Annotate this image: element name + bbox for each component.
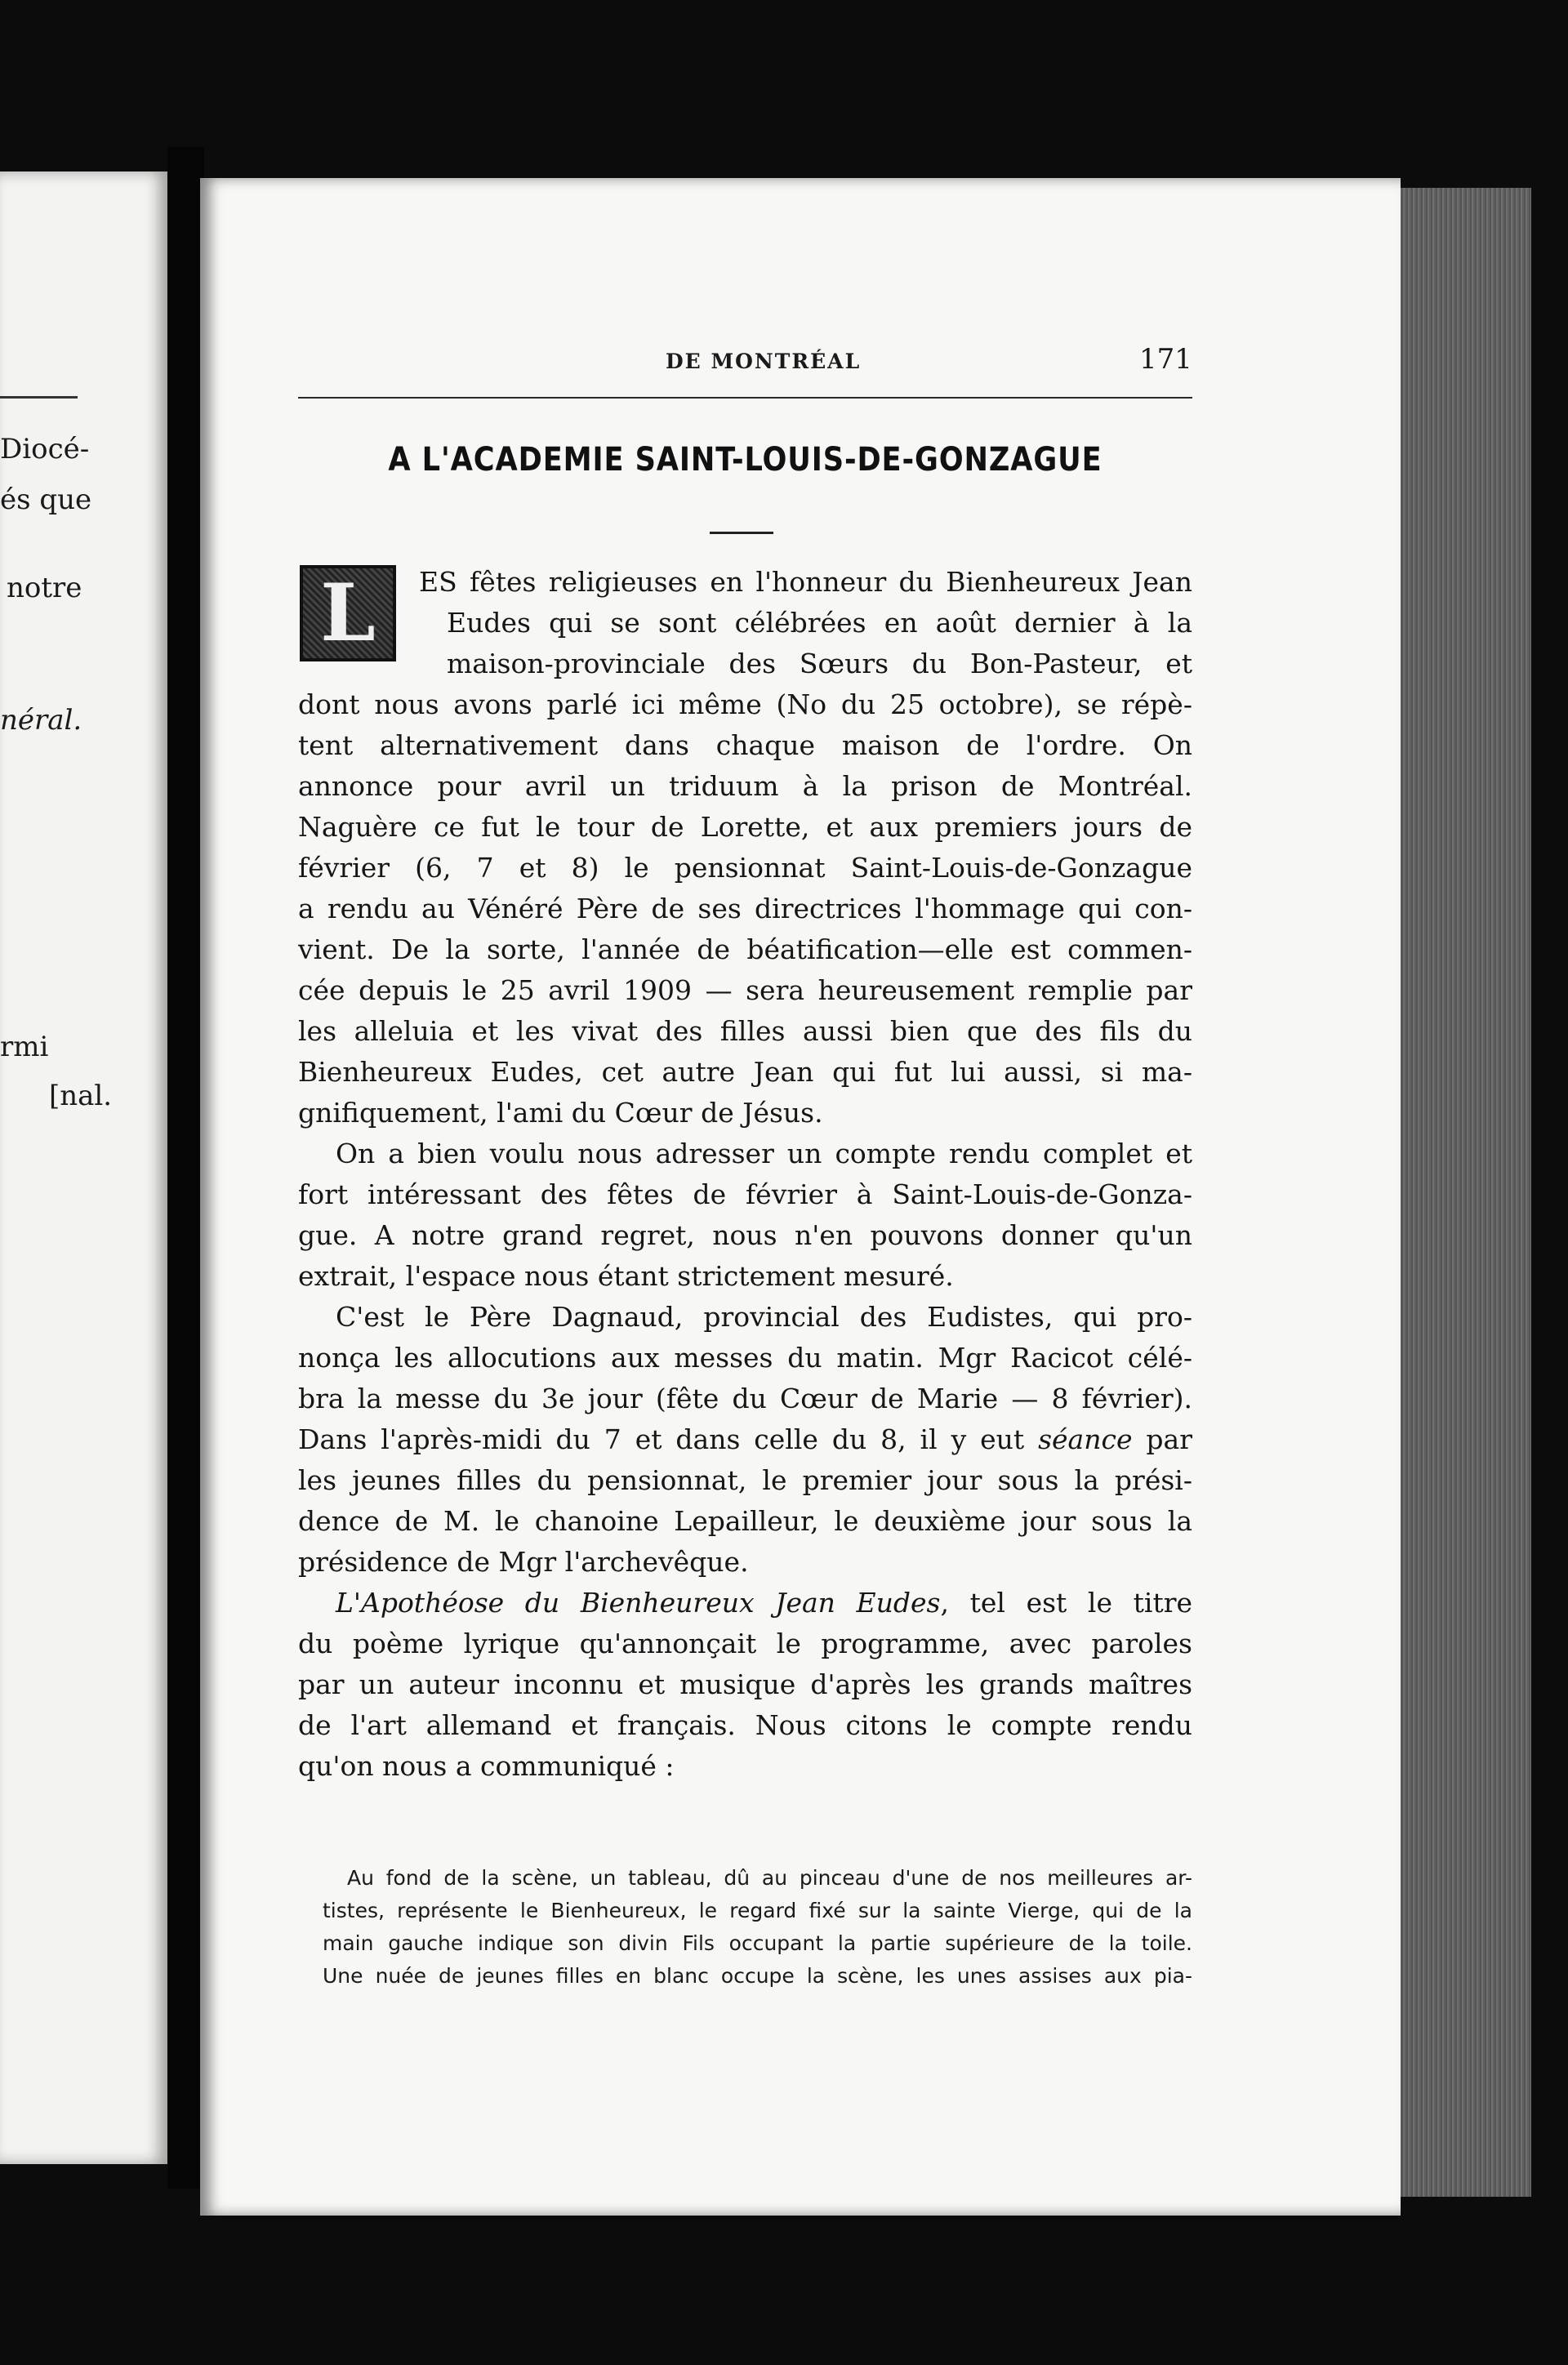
book-gutter bbox=[167, 147, 204, 2189]
text-line: C'est le Père Dagnaud, provincial des Eudistes, qui pro- bbox=[336, 1301, 1192, 1333]
text-line: bra la messe du 3e jour (fête du Cœur de Marie — 8 février). bbox=[298, 1383, 1192, 1414]
text-span: , tel est le titre bbox=[940, 1587, 1192, 1619]
text-line: cée depuis le 25 avril 1909 — sera heureusement remplie par bbox=[298, 974, 1192, 1006]
running-title: DE MONTRÉAL bbox=[666, 350, 862, 373]
text-line: de l'art allemand et français. Nous citons le compte rendu bbox=[298, 1709, 1192, 1741]
text-line: les jeunes filles du pensionnat, le premier jour sous la prési- bbox=[298, 1464, 1192, 1496]
text-line: qu'on nous a communiqué : bbox=[298, 1750, 675, 1782]
text-line bbox=[298, 1419, 1192, 1460]
paragraph-1-indented bbox=[419, 562, 1192, 684]
text-line: a rendu au Vénéré Père de ses directrices l'hommage qui con- bbox=[298, 893, 1192, 924]
text-line: maison-provinciale des Sœurs du Bon-Pasteur, et bbox=[447, 648, 1192, 679]
text-line: Une nuée de jeunes filles en blanc occupe la scène, les unes assises aux pia- bbox=[323, 1964, 1192, 1988]
text-line: du poème lyrique qu'annonçait le programme, avec paroles bbox=[298, 1628, 1192, 1659]
previous-page-line: és que bbox=[0, 483, 92, 516]
text-line: tent alternativement dans chaque maison de l'ordre. On bbox=[298, 729, 1192, 761]
text-line: Bienheureux Eudes, cet autre Jean qui fut lui aussi, si ma- bbox=[298, 1056, 1192, 1088]
previous-page-line: néral. bbox=[0, 704, 82, 737]
text-line: On a bien voulu nous adresser un compte rendu complet et bbox=[336, 1138, 1192, 1169]
text-line: Eudes qui se sont célébrées en août dernier à la bbox=[447, 607, 1192, 639]
text-line: extrait, l'espace nous étant strictement mesuré. bbox=[298, 1260, 954, 1292]
text-line: gnifiquement, l'ami du Cœur de Jésus. bbox=[298, 1097, 823, 1129]
book-page bbox=[200, 178, 1401, 2216]
text-line: dont nous avons parlé ici même (No du 25 octobre), se répè- bbox=[298, 688, 1192, 720]
text-line: ES fêtes religieuses en l'honneur du Bienheureux Jean bbox=[419, 566, 1192, 598]
drop-cap bbox=[300, 565, 396, 661]
previous-page-line: Diocé- bbox=[0, 433, 90, 465]
italic-title: L'Apothéose du Bienheureux Jean Eudes bbox=[336, 1587, 941, 1619]
text-line: février (6, 7 et 8) le pensionnat Saint-Louis-de-Gonzague bbox=[298, 852, 1192, 884]
previous-page-rule bbox=[0, 396, 78, 399]
previous-page-line: [nal. bbox=[49, 1080, 113, 1112]
title-rule bbox=[710, 532, 773, 534]
text-line: tistes, représente le Bienheureux, le regard fixé sur la sainte Vierge, qui de la bbox=[323, 1899, 1192, 1922]
quoted-extract bbox=[323, 1862, 1192, 1993]
text-line: par un auteur inconnu et musique d'après les grands maîtres bbox=[298, 1668, 1192, 1700]
text-line: présidence de Mgr l'archevêque. bbox=[298, 1546, 749, 1578]
page-number: 171 bbox=[1139, 343, 1192, 376]
text-line: Naguère ce fut le tour de Lorette, et aux premiers jours de bbox=[298, 811, 1192, 843]
previous-page bbox=[0, 171, 167, 2164]
previous-page-line: notre bbox=[7, 572, 82, 604]
previous-page-line: rmi bbox=[0, 1031, 49, 1063]
text-line: gue. A notre grand regret, nous n'en pouvons donner qu'un bbox=[298, 1219, 1192, 1251]
text-line: vient. De la sorte, l'année de béatification—elle est commen- bbox=[298, 933, 1192, 965]
article-title: A L'ACADEMIE SAINT-LOUIS-DE-GONZAGUE bbox=[388, 441, 1102, 479]
page-edges bbox=[1401, 188, 1531, 2197]
text-line bbox=[298, 1583, 1192, 1623]
text-line: Au fond de la scène, un tableau, dû au pinceau d'une de nos meilleures ar- bbox=[347, 1866, 1192, 1890]
text-line: les alleluia et les vivat des filles aussi bien que des fils du bbox=[298, 1015, 1192, 1047]
text-line: nonça les allocutions aux messes du matin. Mgr Racicot célé- bbox=[298, 1342, 1192, 1374]
drop-cap-ornament bbox=[303, 568, 393, 658]
italic-term: séance bbox=[1038, 1423, 1133, 1455]
header-rule bbox=[298, 397, 1192, 399]
paragraph-1 bbox=[298, 684, 1192, 1787]
text-line: dence de M. le chanoine Lepailleur, le deuxième jour sous la bbox=[298, 1505, 1192, 1537]
text-span: Dans l'après-midi du 7 et dans celle du 8, il y eut bbox=[298, 1423, 1039, 1455]
text-span: par bbox=[1132, 1423, 1192, 1455]
running-head bbox=[200, 343, 1401, 384]
drop-cap-letter: L bbox=[320, 567, 376, 659]
text-line: main gauche indique son divin Fils occupant la partie supérieure de la toile. bbox=[323, 1931, 1192, 1955]
text-line: annonce pour avril un triduum à la prison de Montréal. bbox=[298, 770, 1192, 802]
text-line: fort intéressant des fêtes de février à Saint-Louis-de-Gonza- bbox=[298, 1178, 1192, 1210]
